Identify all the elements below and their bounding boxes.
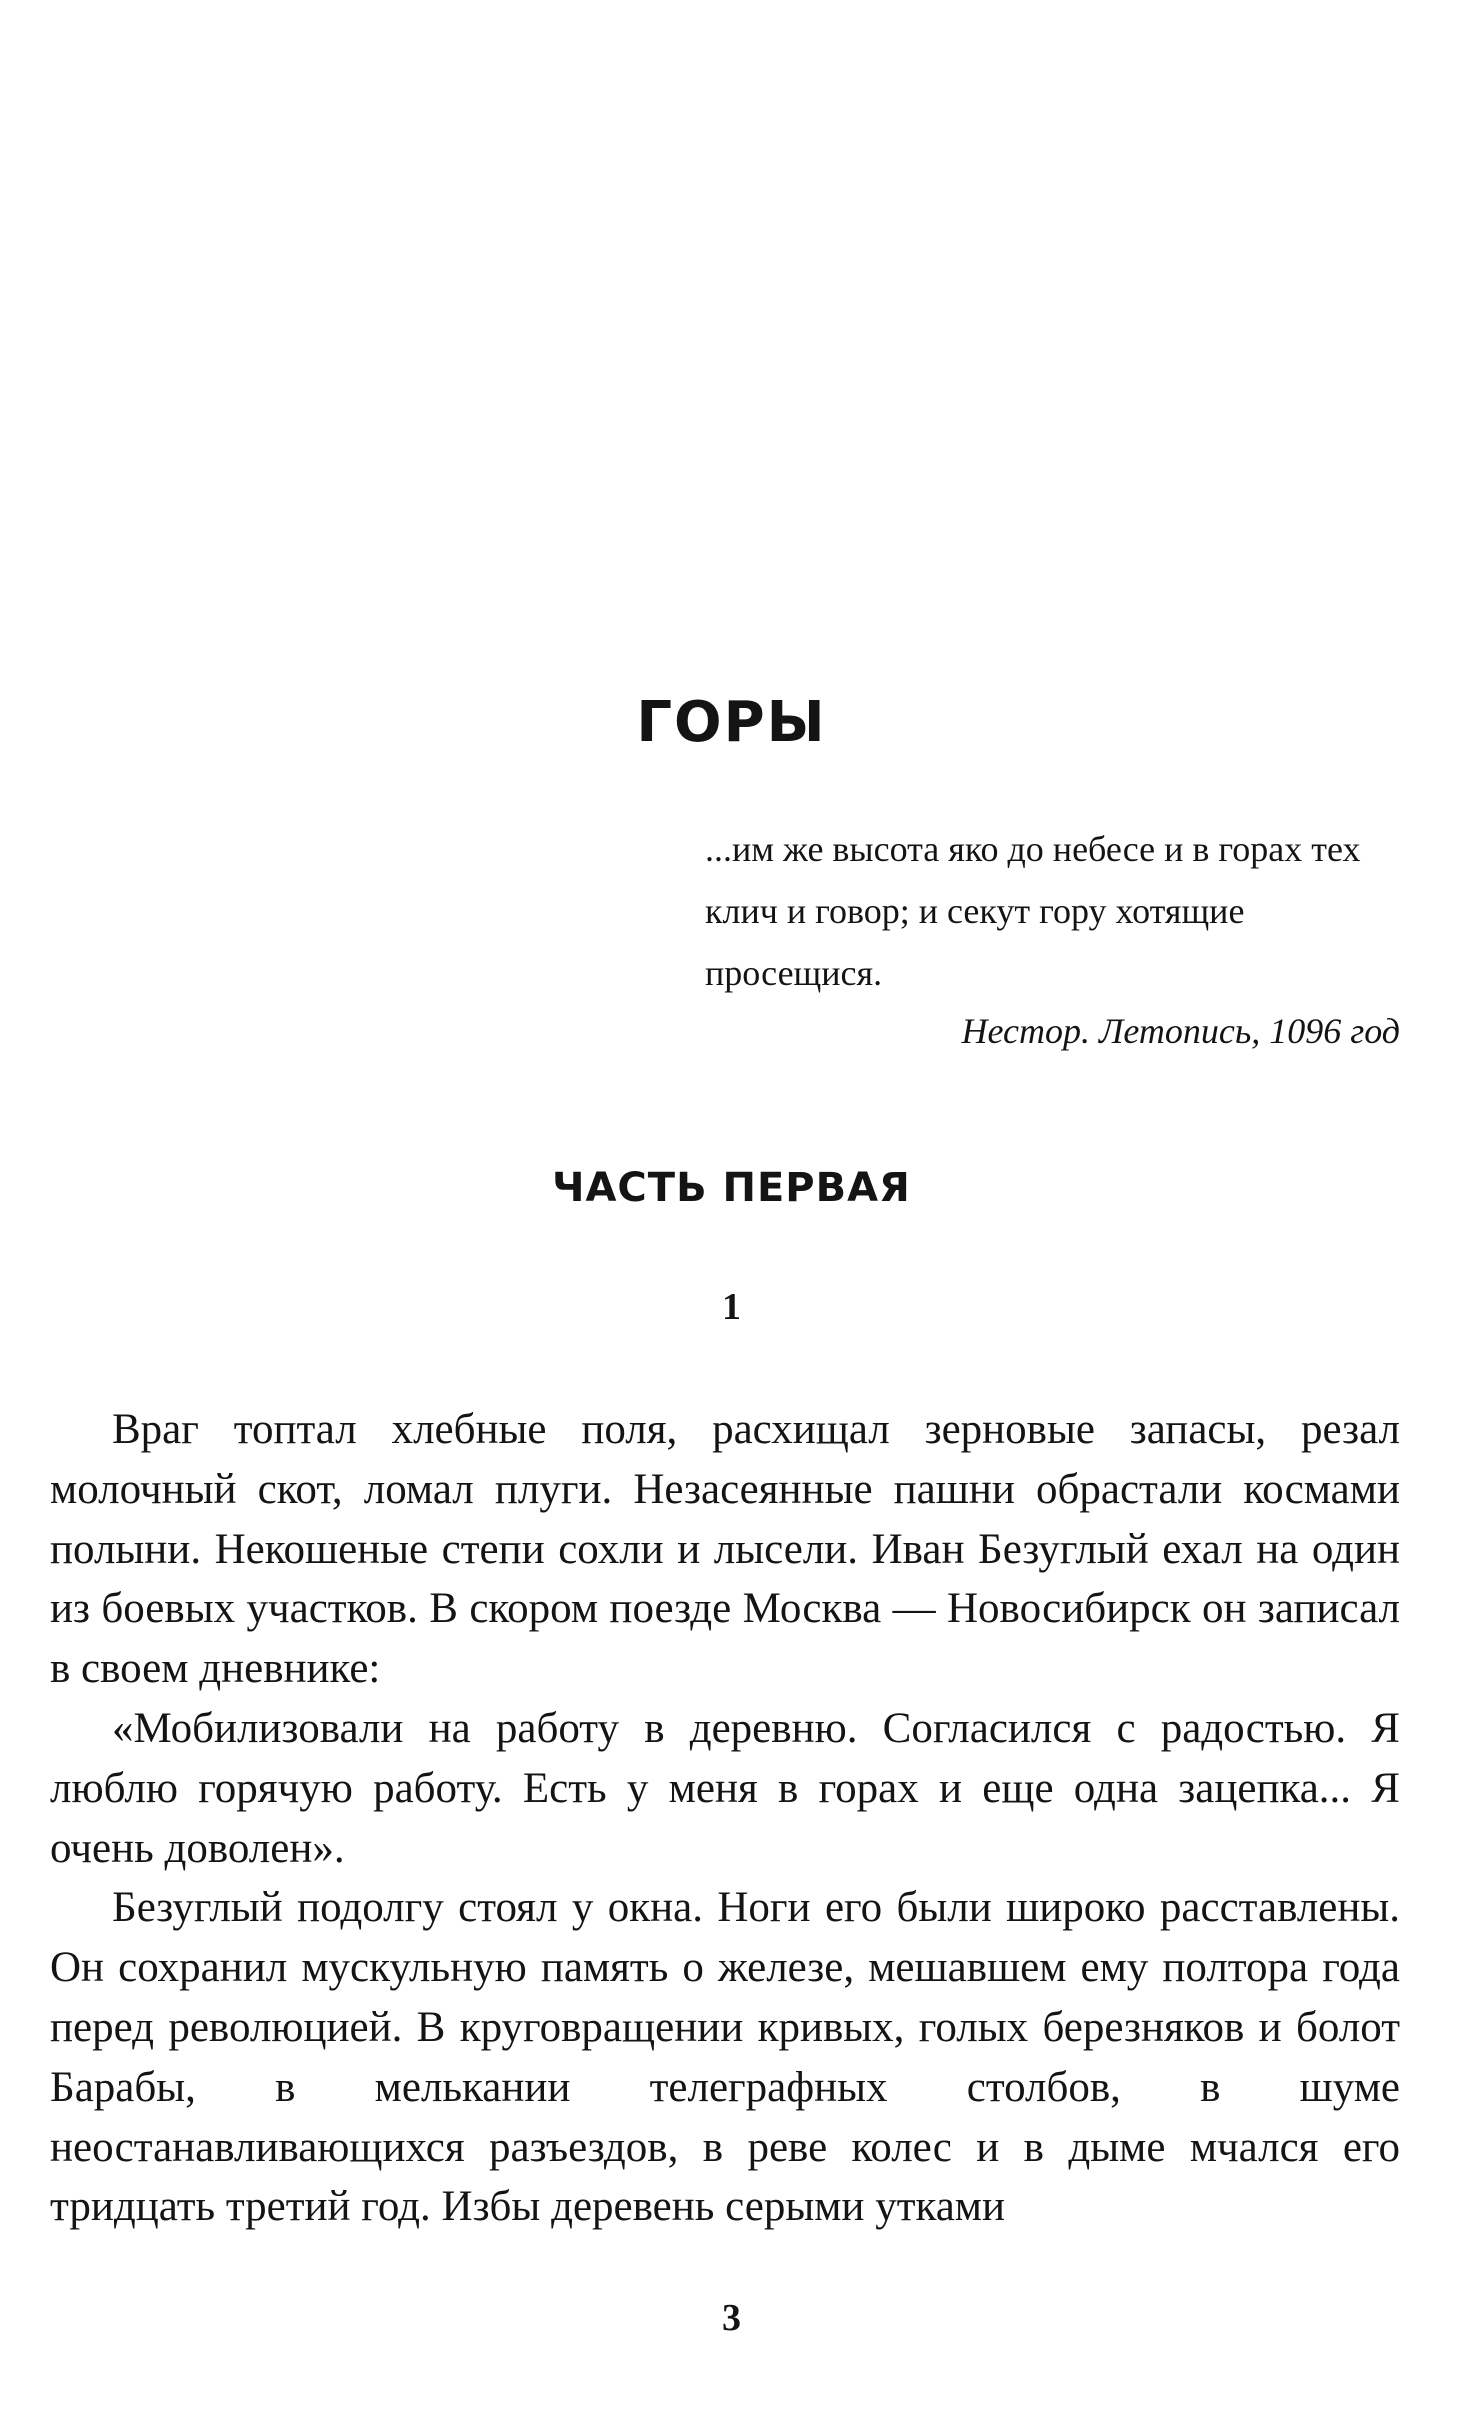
chapter-number: 1 — [722, 1286, 741, 1328]
epigraph-text: ...им же высота яко до небесе и в горах тех клич и говор; и секут гору хотящие просещися. — [705, 829, 1361, 993]
paragraph: Враг топтал хлебные поля, расхищал зерновые запасы, резал молочный скот, ломал плуги. Незасеянные пашни обрастали космами полыни. Некошеные степи сохли и лысели. Иван Безуглый ехал на один из боевых участков. В скором поезде Москва — Новосибирск он записал в своем дневнике: — [50, 1406, 1400, 1693]
chapter-body — [50, 1400, 1400, 2237]
paragraph: Безуглый подолгу стоял у окна. Ноги его были широко расставлены. Он сохранил мускульную память о железе, мешавшем ему полтора года перед революцией. В круговращении кривых, голых березняков и болот Барабы, в мелькании телеграфных столбов, в шуме неостанавливающихся разъездов, в реве колес и в дыме мчался его тридцать третий год. Избы деревень серыми утками — [50, 1884, 1400, 2231]
part-title: ЧАСТЬ ПЕРВАЯ — [552, 1165, 911, 1211]
page-number: 3 — [722, 2297, 741, 2339]
epigraph-source: Нестор. Летопись, 1096 год — [961, 1011, 1400, 1051]
paragraph: «Мобилизовали на работу в деревню. Согласился с радостью. Я люблю горячую работу. Есть у меня в горах и еще одна зацепка... Я очень доволен». — [50, 1704, 1400, 1872]
book-title: ГОРЫ — [636, 690, 827, 755]
